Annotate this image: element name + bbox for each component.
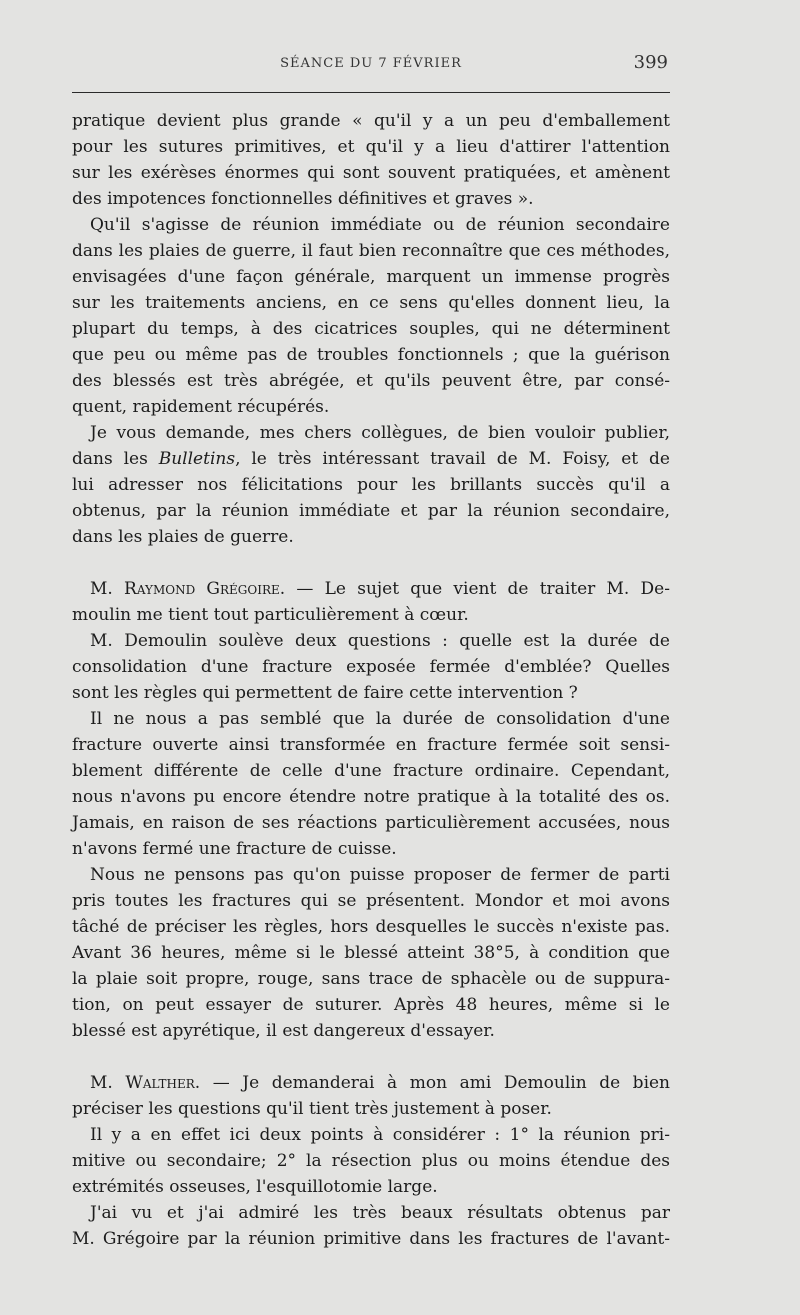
text-line: J'ai vu et j'ai admiré les très beaux résultats obtenus par (90, 1203, 670, 1223)
text-line: extrémités osseuses, l'esquillotomie large. (72, 1177, 438, 1197)
text-line: Je vous demande, mes chers collègues, de bien vouloir publier, (90, 423, 670, 443)
text-segment: dans les (72, 449, 159, 469)
page-number: 399 (633, 52, 668, 73)
text-line: fracture ouverte ainsi transformée en fracture fermée soit sensi- (72, 735, 670, 755)
text-line: tâché de préciser les règles, hors desquelles le succès n'existe pas. (72, 917, 670, 937)
text-line: la plaie soit propre, rouge, sans trace de sphacèle ou de suppura- (72, 969, 670, 989)
text-line: des blessés est très abrégée, et qu'ils peuvent être, par consé- (72, 371, 670, 391)
text-segment: , le très intéressant travail de M. Foisy, et de (235, 449, 670, 469)
text-line: Il y a en effet ici deux points à considérer : 1° la réunion pri- (90, 1125, 670, 1145)
section-gap (72, 550, 670, 576)
text-line: sur les exérèses énormes qui sont souvent pratiquées, et amènent (72, 163, 670, 183)
text-line: des impotences fonctionnelles définitives et graves ». (72, 189, 534, 209)
text-line: moulin me tient tout particulièrement à cœur. (72, 605, 469, 625)
text-line: préciser les questions qu'il tient très justement à poser. (72, 1099, 552, 1119)
section-gap (72, 1044, 670, 1070)
text-line: obtenus, par la réunion immédiate et par la réunion secondaire, (72, 501, 670, 521)
text-line: n'avons fermé une fracture de cuisse. (72, 839, 397, 859)
speaker-line (72, 576, 670, 602)
text-line: dans les plaies de guerre, il faut bien reconnaître que ces méthodes, (72, 241, 670, 261)
text-segment: . — Le sujet que vient de traiter M. De- (279, 579, 670, 599)
text-line: quent, rapidement récupérés. (72, 397, 330, 417)
speaker-name: Walther (125, 1073, 195, 1093)
text-line: plupart du temps, à des cicatrices souples, qui ne déterminent (72, 319, 670, 339)
page-body (72, 108, 670, 1252)
text-line: Il ne nous a pas semblé que la durée de consolidation d'une (90, 709, 670, 729)
speaker-line (72, 1070, 670, 1096)
text-line: nous n'avons pu encore étendre notre pratique à la totalité des os. (72, 787, 670, 807)
text-line: pratique devient plus grande « qu'il y a un peu d'emballement (72, 111, 670, 131)
speaker-name: Raymond Grégoire (124, 579, 280, 599)
text-line: blement différente de celle d'une fracture ordinaire. Cependant, (72, 761, 670, 781)
text-line: Qu'il s'agisse de réunion immédiate ou de réunion secondaire (90, 215, 670, 235)
text-line: sur les traitements anciens, en ce sens qu'elles donnent lieu, la (72, 293, 670, 313)
text-line: sont les règles qui permettent de faire cette intervention ? (72, 683, 578, 703)
text-line: envisagées d'une façon générale, marquent un immense progrès (72, 267, 670, 287)
text-line (72, 446, 670, 472)
text-segment: . — Je demanderai à mon ami Demoulin de bien (194, 1073, 671, 1093)
bulletins-italic: Bulletins (158, 449, 236, 469)
running-header (72, 52, 670, 80)
text-line: blessé est apyrétique, il est dangereux d'essayer. (72, 1021, 495, 1041)
text-line: Avant 36 heures, même si le blessé atteint 38°5, à condition que (72, 943, 670, 963)
text-line: M. Grégoire par la réunion primitive dans les fractures de l'avant- (72, 1229, 670, 1249)
running-title: SÉANCE DU 7 FÉVRIER (280, 56, 462, 71)
text-line: mitive ou secondaire; 2° la résection plus ou moins étendue des (72, 1151, 670, 1171)
header-rule (72, 92, 670, 93)
text-segment: M. (90, 1073, 126, 1093)
text-line: M. Demoulin soulève deux questions : quelle est la durée de (90, 631, 670, 651)
text-line: Jamais, en raison de ses réactions particulièrement accusées, nous (72, 813, 670, 833)
text-line: dans les plaies de guerre. (72, 527, 294, 547)
text-line: pour les sutures primitives, et qu'il y a lieu d'attirer l'attention (72, 137, 670, 157)
text-line: Nous ne pensons pas qu'on puisse proposer de fermer de parti (90, 865, 670, 885)
text-line: lui adresser nos félicitations pour les brillants succès qu'il a (72, 475, 670, 495)
text-line: que peu ou même pas de troubles fonctionnels ; que la guérison (72, 345, 670, 365)
text-segment: M. (90, 579, 125, 599)
text-line: tion, on peut essayer de suturer. Après 48 heures, même si le (72, 995, 670, 1015)
text-line: pris toutes les fractures qui se présentent. Mondor et moi avons (72, 891, 670, 911)
text-line: consolidation d'une fracture exposée fermée d'emblée? Quelles (72, 657, 670, 677)
